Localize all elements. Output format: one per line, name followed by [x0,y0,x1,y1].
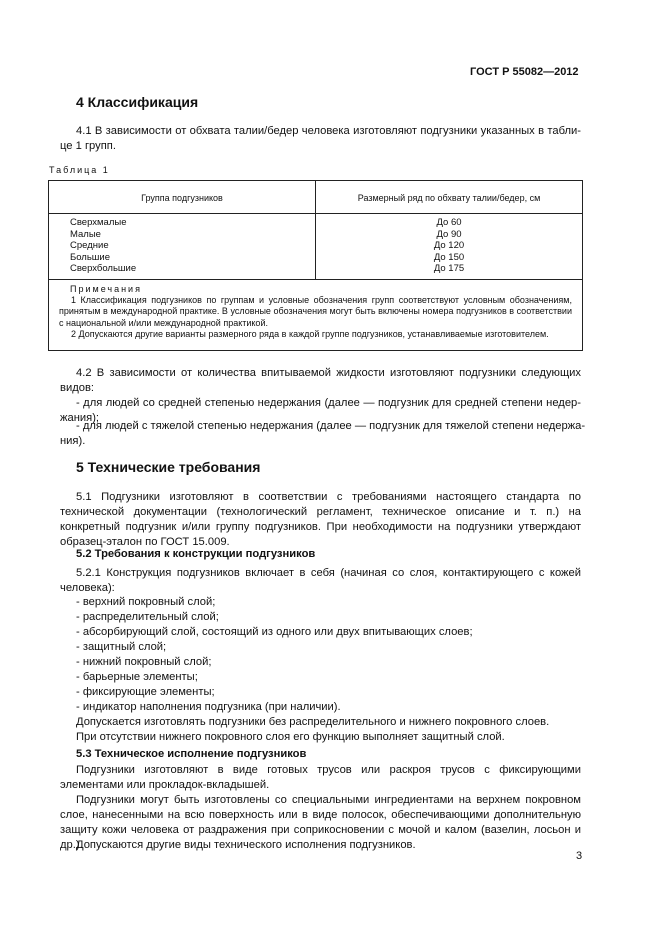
table-cell-size: До 120 [433,240,465,252]
table-cell-size: До 90 [436,228,462,240]
table-cell-size: До 150 [433,251,465,263]
table-cell-group: Средние [70,240,109,252]
paragraph-5-3-shapes: Подгузники изготовляют в виде готовых трусов или раскроя трусов с фиксирующими элементами или прокладок-вкладышей. [60,764,581,791]
list-item: - защитный слой; [76,641,167,653]
table-note-1: 1 Классификация подгузников по группам и условные обозначения групп соответствуют условным обозначениям, принятым в международной практике. В условные обозначения могут быть включены номера подгузников в соответствии с национальной и/или международной практикой. [59,295,572,328]
paragraph-protective-layer: При отсутствии нижнего покровного слоя его функцию выполняет защитный слой. [76,731,505,743]
section-4-title: 4 Классификация [76,94,199,110]
list-item: - распределительный слой; [76,611,219,623]
list-item-severe-line-1: - для людей с тяжелой степенью недержания (далее — подгузник для тяжелой степени недержа- [76,420,586,432]
list-item-medium-line-1: - для людей со средней степенью недержания (далее — подгузник для средней степени недер- [76,397,581,409]
table-caption: Таблица 1 [49,165,110,175]
section-5-title: 5 Технические требования [76,459,261,475]
column-header-size: Размерный ряд по обхвату талии/бедер, см [357,193,541,203]
list-item: - индикатор наполнения подгузника (при наличии). [76,701,341,713]
paragraph-4-2-line-2: видов: [60,382,94,394]
table-cell-group: Сверхбольшие [70,263,137,275]
table-cell-group: Большие [70,251,111,263]
table-cell-group: Сверхмалые [70,217,127,228]
paragraph-4-2-line-1: 4.2 В зависимости от количества впитываемой жидкости изготовляют подгузники следующих [76,367,581,379]
list-item: - абсорбирующий слой, состоящий из одного или двух впитывающих слоев; [76,626,473,638]
list-item-medium-line-2: жания); [60,412,100,424]
column-header-group: Группа подгузников [141,193,223,203]
notes-title: Примечания [70,284,142,294]
paragraph-4-1-line-2: це 1 групп. [60,140,116,152]
table-cell-size: До 175 [433,263,465,275]
list-item: - верхний покровный слой; [76,596,216,608]
table-cell-group: Малые [70,228,101,240]
list-item: - нижний покровный слой; [76,656,212,668]
subsection-5-3-title: 5.3 Техническое исполнение подгузников [76,748,307,760]
paragraph-5-1: 5.1 Подгузники изготовляют в соответствии с требованиями настоящего стандарта по технической документации (технологический регламент, техническое описание и т. п.) на конкретный подгузник и/или группу подгузников. При необходимости на подгузники утверждают образец-эталон по ГОСТ 15.009. [60,491,581,548]
paragraph-allowance: Допускается изготовлять подгузники без распределительного и нижнего покровного слоев. [76,716,550,728]
page-number: 3 [576,850,583,862]
list-item: - фиксирующие элементы; [76,686,215,698]
table-header-divider [49,213,582,214]
table-note-2: 2 Допускаются другие варианты размерного ряда в каждой группе подгузников, устанавливаемые изготовителем. [71,329,549,339]
list-item-severe-line-2: ния). [60,435,86,447]
paragraph-4-1-line-1: 4.1 В зависимости от обхвата талии/бедер человека изготовляют подгузники указанных в табли- [76,125,581,137]
document-code: ГОСТ Р 55082—2012 [470,66,579,78]
paragraph-5-3-ingredients: Подгузники могут быть изготовлены со специальными ингредиентами на верхнем покровном слое, нанесенными на всю поверхность или в виде полосок, обеспечивающими дополнительную защиту кожи человека от раздражения при соприкосновении с мочой и калом (вазелин, лосьон и др.). [60,794,581,851]
paragraph-5-3-other: Допускаются другие виды технического исполнения подгузников. [76,839,416,851]
table-notes-divider [49,279,582,280]
subsection-5-2-title: 5.2 Требования к конструкции подгузников [76,548,316,560]
classification-table [48,180,583,351]
table-cell-size: До 60 [436,217,462,228]
paragraph-5-2-1: 5.2.1 Конструкция подгузников включает в себя (начиная со слоя, контактирующего с кожей человека): [60,567,581,594]
list-item: - барьерные элементы; [76,671,198,683]
